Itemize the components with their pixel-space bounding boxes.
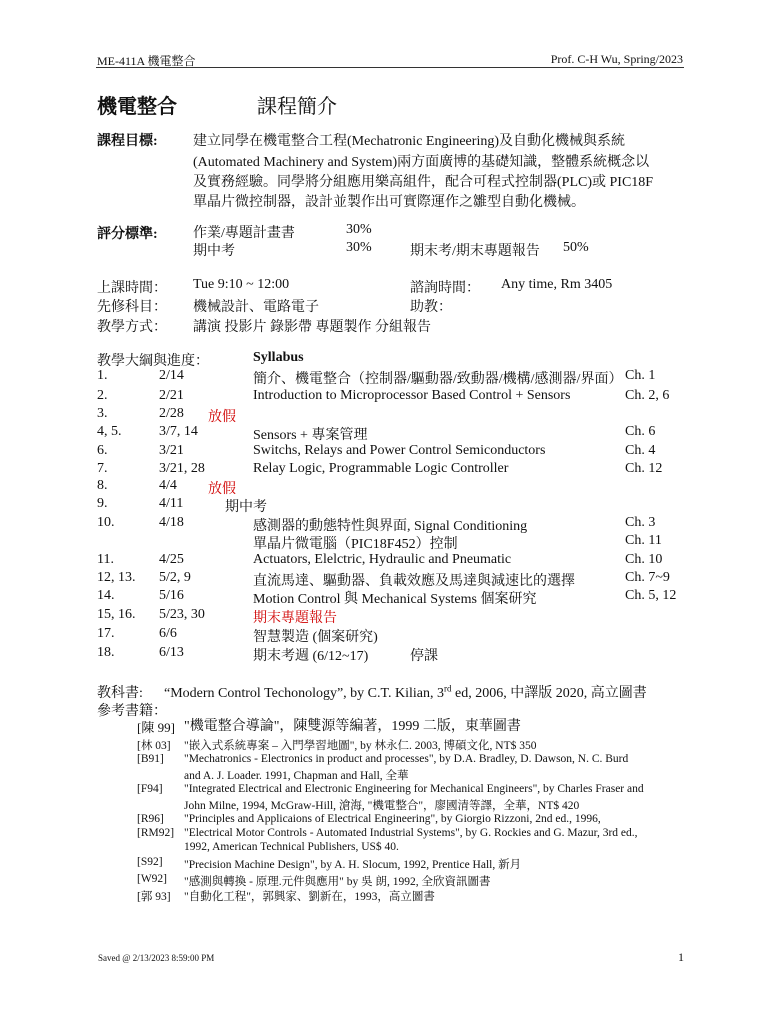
syllabus-row-topic: Motion Control 與 Mechanical Systems 個案研究	[253, 592, 537, 607]
prereq-label: 先修科目：	[97, 300, 167, 315]
grading-item-midterm: 期中考	[193, 244, 235, 259]
syllabus-row-chapter: Ch. 6	[625, 424, 656, 439]
grading-pct-homework: 30%	[346, 222, 372, 237]
grading-label: 評分標準:	[97, 227, 158, 242]
syllabus-row-number: 8.	[97, 478, 108, 493]
syllabus-row-date: 6/6	[159, 626, 177, 641]
syllabus-row-number: 10.	[97, 515, 115, 530]
reference-text: "嵌入式系統專案 – 入門學習地圖", by 林永仁. 2003, 博碩文化, NT$ 350	[184, 740, 537, 752]
grading-item-homework: 作業/專題計畫書	[193, 226, 295, 241]
syllabus-title: Syllabus	[253, 350, 304, 365]
syllabus-row-note: 停課	[410, 649, 438, 664]
syllabus-row-date: 4/25	[159, 552, 184, 567]
syllabus-row-topic: 放假	[208, 482, 236, 497]
syllabus-row-number: 12, 13.	[97, 570, 136, 585]
reference-tag: [陳 99]	[137, 720, 175, 735]
reference-tag: [B91]	[137, 753, 164, 765]
reference-text: and A. J. Loader. 1991, Chapman and Hall, 全華	[184, 770, 409, 782]
syllabus-row-chapter: Ch. 7~9	[625, 570, 670, 585]
syllabus-row-date: 6/13	[159, 645, 184, 660]
reference-text: "Principles and Applicaions of Electrical Engineering", by Giorgio Rizzoni, 2nd ed., 1996,	[184, 813, 601, 825]
syllabus-row-date: 2/28	[159, 406, 184, 421]
syllabus-row-number: 18.	[97, 645, 115, 660]
header-rule	[96, 67, 684, 68]
grading-pct-midterm: 30%	[346, 240, 372, 255]
syllabus-row-topic: Switchs, Relays and Power Control Semiconductors	[253, 443, 546, 458]
grading-pct-final: 50%	[563, 240, 589, 255]
reference-tag: [R96]	[137, 813, 164, 825]
syllabus-row-date: 3/21	[159, 443, 184, 458]
syllabus-row-date: 3/21, 28	[159, 461, 205, 476]
teaching-method: 講演 投影片 錄影帶 專題製作 分組報告	[193, 320, 431, 335]
reference-text: "機電整合導論"，陳雙源等編著，1999 二版，東華圖書	[184, 719, 521, 734]
reference-text: "Precision Machine Design", by A. H. Slocum, 1992, Prentice Hall, 新月	[184, 859, 522, 871]
syllabus-row-date: 5/16	[159, 588, 184, 603]
objective-line: 單晶片微控制器，設計並製作出可實際運作之雛型自動化機械。	[193, 195, 585, 210]
footer-saved: Saved @ 2/13/2023 8:59:00 PM	[98, 953, 215, 963]
syllabus-row-topic: 期中考	[225, 500, 267, 515]
syllabus-row-topic: 放假	[208, 410, 236, 425]
reference-text: 1992, American Technical Publishers, US$ 40.	[184, 841, 399, 853]
reference-tag: [RM92]	[137, 827, 175, 839]
page-subtitle: 課程簡介	[257, 96, 337, 118]
syllabus-row-chapter: Ch. 12	[625, 461, 663, 476]
syllabus-row-chapter: Ch. 10	[625, 552, 663, 567]
textbook-details: ed, 2006, 中譯版 2020, 高立圖書	[451, 686, 647, 701]
syllabus-row-number: 2.	[97, 388, 108, 403]
syllabus-row-topic: 智慧製造 (個案研究)	[253, 630, 378, 645]
prereq: 機械設計、電路電子	[193, 300, 319, 315]
syllabus-row-topic: 期末專題報告	[253, 611, 337, 626]
syllabus-row-chapter: Ch. 11	[625, 533, 662, 548]
objective-label: 課程目標:	[97, 134, 158, 149]
syllabus-row-chapter: Ch. 1	[625, 368, 656, 383]
syllabus-row-date: 4/11	[159, 496, 184, 511]
syllabus-row-number: 4, 5.	[97, 424, 122, 439]
syllabus-row-topic: Sensors + 專案管理	[253, 428, 368, 443]
header-instructor: Prof. C-H Wu, Spring/2023	[550, 52, 683, 66]
textbook-label: 教科書:	[97, 686, 143, 701]
syllabus-row-number: 3.	[97, 406, 108, 421]
references-label: 參考書籍：	[97, 704, 167, 719]
objective-line: (Automated Machinery and System)兩方面廣博的基礎知識，整體系統概念以	[193, 155, 650, 170]
page-title: 機電整合	[97, 96, 177, 118]
syllabus-label: 教學大綱與進度：	[97, 354, 209, 369]
reference-text: "Mechatronics - Electronics in product and processes", by D.A. Bradley, D. Dawson, N. C. Burd	[184, 753, 629, 765]
reference-tag: [W92]	[137, 873, 168, 885]
reference-text: "自動化工程"，郭興家、劉新在，1993，高立圖書	[184, 891, 435, 903]
class-time: Tue 9:10 ~ 12:00	[193, 277, 290, 292]
textbook-edition-suffix: rd	[444, 683, 452, 694]
syllabus-row-topic: Relay Logic, Programmable Logic Controller	[253, 461, 509, 476]
syllabus-row-topic: Actuators, Elelctric, Hydraulic and Pneumatic	[253, 552, 512, 567]
syllabus-row-date: 3/7, 14	[159, 424, 198, 439]
office-hours: Any time, Rm 3405	[501, 277, 613, 292]
reference-tag: [郭 93]	[137, 891, 171, 903]
syllabus-row-number: 14.	[97, 588, 115, 603]
syllabus-row-date: 5/2, 9	[159, 570, 191, 585]
syllabus-row-number: 1.	[97, 368, 108, 383]
class-time-label: 上課時間：	[97, 281, 167, 296]
syllabus-row-chapter: Ch. 3	[625, 515, 656, 530]
syllabus-row-date: 5/23, 30	[159, 607, 205, 622]
office-hours-label: 諮詢時間：	[410, 281, 480, 296]
reference-tag: [林 03]	[137, 740, 171, 752]
syllabus-row-number: 11.	[97, 552, 114, 567]
syllabus-row-number: 6.	[97, 443, 108, 458]
header-course: ME-411A 機電整合	[97, 54, 196, 68]
syllabus-row-chapter: Ch. 5, 12	[625, 588, 677, 603]
reference-text: "Electrical Motor Controls - Automated Industrial Systems", by G. Rockies and G. Mazur, 3rd ed.,	[184, 827, 638, 839]
syllabus-row-topic: Introduction to Microprocessor Based Control + Sensors	[253, 388, 571, 403]
syllabus-row-topic: 簡介、機電整合（控制器/驅動器/致動器/機構/感測器/界面）	[253, 372, 623, 387]
reference-tag: [S92]	[137, 856, 163, 868]
syllabus-row-topic: 單晶片微電腦（PIC18F452）控制	[253, 537, 458, 552]
syllabus-row-number: 9.	[97, 496, 108, 511]
syllabus-row-number: 15, 16.	[97, 607, 136, 622]
syllabus-row-topic: 期末考週 (6/12~17)	[253, 649, 369, 664]
method-label: 教學方式：	[97, 320, 167, 335]
syllabus-row-topic: 直流馬達、驅動器、負載效應及馬達與減速比的選擇	[253, 574, 575, 589]
reference-text: "感測與轉換 - 原理.元件與應用" by 吳 朗, 1992, 全欣資訊圖書	[184, 876, 491, 888]
syllabus-row-date: 4/18	[159, 515, 184, 530]
syllabus-row-number: 7.	[97, 461, 108, 476]
syllabus-row-date: 4/4	[159, 478, 177, 493]
reference-text: "Integrated Electrical and Electronic Engineering for Mechanical Engineers", by Charles Fraser and	[184, 783, 644, 795]
syllabus-row-date: 2/21	[159, 388, 184, 403]
reference-tag: [F94]	[137, 783, 163, 795]
grading-item-final: 期末考/期末專題報告	[410, 244, 540, 259]
textbook-title: “Modern Control Techonology”, by C.T. Kilian, 3	[164, 686, 445, 701]
ta-label: 助教：	[410, 300, 452, 315]
syllabus-row-topic: 感測器的動態特性與界面, Signal Conditioning	[253, 519, 528, 534]
syllabus-row-chapter: Ch. 4	[625, 443, 656, 458]
objective-line: 及實務經驗。同學將分組應用樂高組件，配合可程式控制器(PLC)或 PIC18F	[193, 175, 654, 190]
syllabus-row-number: 17.	[97, 626, 115, 641]
textbook-entry	[164, 682, 647, 702]
page-number: 1	[678, 950, 684, 964]
syllabus-row-date: 2/14	[159, 368, 184, 383]
syllabus-row-chapter: Ch. 2, 6	[625, 388, 670, 403]
objective-line: 建立同學在機電整合工程(Mechatronic Engineering)及自動化機械與系統	[193, 134, 625, 149]
reference-text: John Milne, 1994, McGraw-Hill, 滄海, "機電整合"，廖國清等譯，全華，NT$ 420	[184, 800, 580, 812]
